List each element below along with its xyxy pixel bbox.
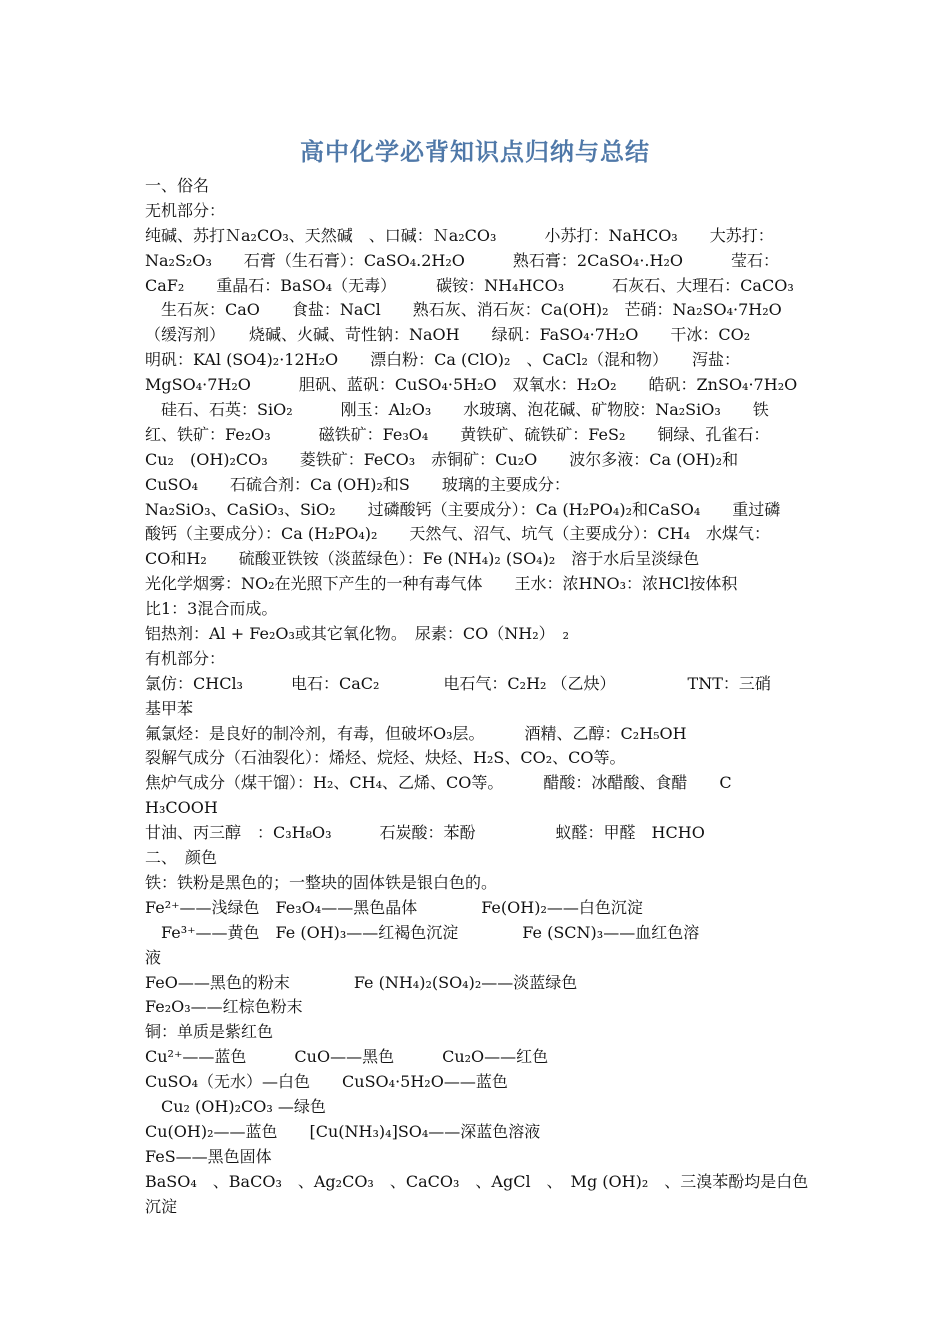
text-line: 二、 颜色 bbox=[145, 848, 218, 868]
text-line: FeS——黑色固体 bbox=[145, 1146, 272, 1166]
document-body bbox=[145, 174, 815, 1219]
text-line: 酸钙（主要成分）：Ca (H₂PO₄)₂ 天然气、沼气、坑气（主要成分）：CH₄ 水煤气： bbox=[145, 524, 771, 544]
text-line: 铝热剂：Al + Fe₂O₃或其它氧化物。 尿素：CO（NH₂） ₂ bbox=[145, 624, 570, 644]
text-line: 液 bbox=[145, 947, 162, 967]
text-line: 裂解气成分（石油裂化）：烯烃、烷烃、炔烃、H₂S、CO₂、CO等。 bbox=[145, 748, 626, 768]
text-line: 铁：铁粉是黑色的；一整块的固体铁是银白色的。 bbox=[145, 872, 498, 892]
text-line: 硅石、石英：SiO₂ 刚玉：Al₂O₃ 水玻璃、泡花碱、矿物胶：Na₂SiO₃ 铁 bbox=[145, 400, 769, 420]
text-line: Cu(OH)₂——蓝色 [Cu(NH₃)₄]SO₄——深蓝色溶液 bbox=[145, 1121, 541, 1141]
text-line: 明矾：KAl (SO4)₂·12H₂O 漂白粉：Ca (ClO)₂ 、CaCl₂（混和物） 泻盐： bbox=[145, 350, 740, 370]
text-line: 光化学烟雾：NO₂在光照下产生的一种有毒气体 王水：浓HNO₃：浓HCl按体积 bbox=[145, 574, 738, 594]
text-line: Cu₂ (OH)₂CO₃ 菱铁矿：FeCO₃ 赤铜矿：Cu₂O 波尔多液：Ca (OH)₂和 bbox=[145, 449, 739, 469]
text-line: Cu²⁺——蓝色 CuO——黑色 Cu₂O——红色 bbox=[145, 1047, 549, 1067]
text-line: MgSO₄·7H₂O 胆矾、蓝矾：CuSO₄·5H₂O 双氧水：H₂O₂ 皓矾：ZnSO₄·7H₂O bbox=[145, 375, 798, 395]
text-line: 有机部分： bbox=[145, 648, 226, 668]
text-line: CaF₂ 重晶石：BaSO₄（无毒） 碳铵：NH₄HCO₃ 石灰石、大理石：CaCO₃ bbox=[145, 275, 794, 295]
text-line: 无机部分： bbox=[145, 200, 226, 220]
text-line: 氟氯烃：是良好的制冷剂，有毒，但破坏O₃层。 酒精、乙醇：C₂H₅OH bbox=[145, 723, 687, 743]
text-line: BaSO₄ 、BaCO₃ 、Ag₂CO₃ 、CaCO₃ 、AgCl 、 Mg (OH)₂ 、三溴苯酚均是白色 bbox=[145, 1171, 809, 1191]
text-line: （缓泻剂） 烧碱、火碱、苛性钠：NaOH 绿矾：FaSO₄·7H₂O 干冰：CO₂ bbox=[145, 325, 751, 345]
text-line: CuSO₄（无水）—白色 CuSO₄·5H₂O——蓝色 bbox=[145, 1072, 508, 1092]
text-line: 铜：单质是紫红色 bbox=[145, 1022, 274, 1042]
text-line: 红、铁矿：Fe₂O₃ 磁铁矿：Fe₃O₄ 黄铁矿、硫铁矿：FeS₂ 铜绿、孔雀石： bbox=[145, 424, 770, 444]
text-line: Fe³⁺——黄色 Fe (OH)₃——红褐色沉淀 Fe (SCN)₃——血红色溶 bbox=[145, 922, 700, 942]
text-line: FeO——黑色的粉末 Fe (NH₄)₂(SO₄)₂——淡蓝绿色 bbox=[145, 972, 578, 992]
text-line: Cu₂ (OH)₂CO₃ —绿色 bbox=[145, 1096, 326, 1116]
text-line: Na₂S₂O₃ 石膏（生石膏）：CaSO₄.2H₂O 熟石膏：2CaSO₄·.H₂O 莹石： bbox=[145, 250, 779, 270]
text-line: Na₂SiO₃、CaSiO₃、SiO₂ 过磷酸钙（主要成分）：Ca (H₂PO₄)₂和CaSO₄ 重过磷 bbox=[145, 499, 781, 519]
text-line: 比1：3混合而成。 bbox=[145, 599, 278, 619]
text-line: 焦炉气成分（煤干馏）：H₂、CH₄、乙烯、CO等。 醋酸：冰醋酸、食醋 C bbox=[145, 773, 732, 793]
text-line: Fe²⁺——浅绿色 Fe₃O₄——黑色晶体 Fe(OH)₂——白色沉淀 bbox=[145, 897, 643, 917]
text-line: 纯碱、苏打Ｎa₂CO₃、天然碱 、口碱：Ｎa₂CO₃ 小苏打：NaHCO₃ 大苏打： bbox=[145, 225, 774, 245]
text-line: CO和H₂ 硫酸亚铁铵（淡蓝绿色）：Fe (NH₄)₂ (SO₄)₂ 溶于水后呈淡绿色 bbox=[145, 549, 700, 569]
text-line: 一、俗名 bbox=[145, 176, 210, 195]
text-line: Fe₂O₃——红棕色粉末 bbox=[145, 997, 303, 1017]
text-line: 甘油、丙三醇 ：C₃H₈O₃ 石炭酸：苯酚 蚁醛：甲醛 HCHO bbox=[145, 823, 705, 843]
text-line: 氯仿：CHCl₃ 电石：CaC₂ 电石气：C₂H₂ （乙炔） TNT：三硝 bbox=[145, 673, 771, 693]
text-line: CuSO₄ 石硫合剂：Ca (OH)₂和S 玻璃的主要成分： bbox=[145, 474, 570, 494]
text-line: 生石灰：CaO 食盐：NaCl 熟石灰、消石灰：Ca(OH)₂ 芒硝：Na₂SO₄·7H₂O bbox=[145, 300, 782, 320]
text-line: 基甲苯 bbox=[145, 698, 194, 718]
document-title: 高中化学必背知识点归纳与总结 bbox=[300, 137, 650, 166]
text-line: H₃COOH bbox=[145, 798, 218, 818]
text-line: 沉淀 bbox=[145, 1196, 178, 1216]
